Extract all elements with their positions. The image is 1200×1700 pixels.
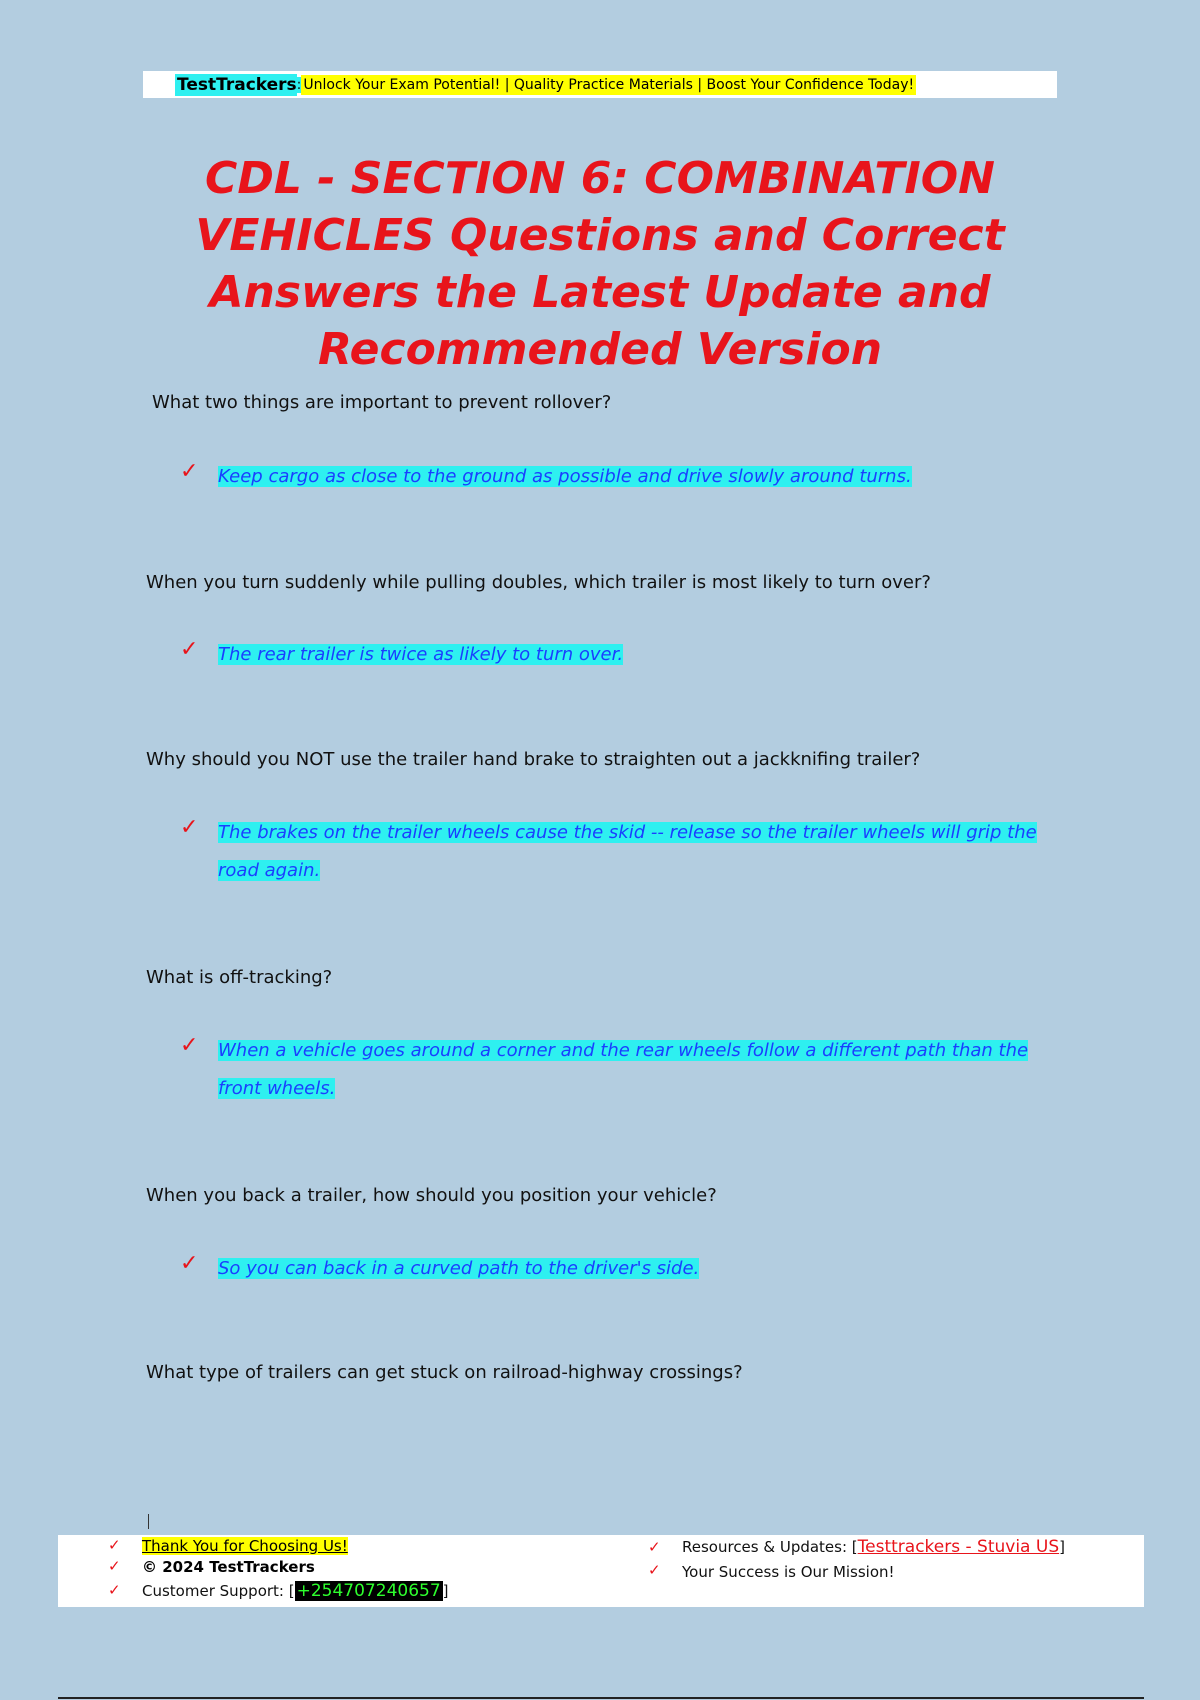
- check-icon: ✓: [180, 637, 199, 662]
- bottom-rule: [58, 1697, 1144, 1699]
- brand-name: TestTrackers: [177, 74, 297, 95]
- question-4: What is off-tracking?: [146, 967, 333, 988]
- answer-4-text: When a vehicle goes around a corner and the rear wheels follow a different path than the front wheels.: [218, 1040, 1029, 1099]
- question-3: Why should you NOT use the trailer hand brake to straighten out a jackknifing trailer?: [146, 749, 921, 770]
- brand-colon: :: [296, 76, 302, 93]
- document-title: CDL - SECTION 6: COMBINATION VEHICLES Questions and Correct Answers the Latest Update and Recommended Version: [195, 153, 1005, 375]
- header-banner: [143, 71, 1057, 98]
- footer-resources: [682, 1537, 1065, 1557]
- check-icon: ✓: [648, 1561, 661, 1579]
- answer-1-text: Keep cargo as close to the ground as possible and drive slowly around turns.: [218, 466, 912, 487]
- footer-copyright: © 2024 TestTrackers: [142, 1558, 315, 1576]
- question-2: When you turn suddenly while pulling doubles, which trailer is most likely to turn over?: [146, 572, 931, 593]
- question-5: When you back a trailer, how should you position your vehicle?: [146, 1185, 717, 1206]
- footer: [58, 1535, 1144, 1607]
- resources-close: ]: [1059, 1538, 1065, 1556]
- text-cursor-mark: [148, 1514, 149, 1529]
- answer-5-text: So you can back in a curved path to the driver's side.: [218, 1258, 700, 1279]
- footer-mission: Your Success is Our Mission!: [682, 1563, 895, 1581]
- support-close: ]: [442, 1582, 449, 1600]
- check-icon: ✓: [648, 1538, 661, 1556]
- resources-label: Resources & Updates: [: [682, 1538, 858, 1556]
- check-icon: ✓: [180, 1033, 199, 1058]
- check-icon: ✓: [108, 1581, 121, 1599]
- answer-3-text: The brakes on the trailer wheels cause the skid -- release so the trailer wheels will grip the road again.: [218, 822, 1037, 881]
- check-icon: ✓: [108, 1557, 121, 1575]
- check-icon: ✓: [180, 1251, 199, 1276]
- footer-support: [142, 1581, 449, 1601]
- resources-link[interactable]: Testtrackers - Stuvia US: [857, 1537, 1060, 1557]
- question-6: What type of trailers can get stuck on railroad-highway crossings?: [146, 1362, 743, 1383]
- check-icon: ✓: [180, 815, 199, 840]
- answer-2-text: The rear trailer is twice as likely to turn over.: [218, 644, 624, 665]
- question-1: What two things are important to prevent rollover?: [152, 392, 612, 413]
- footer-thanks: Thank You for Choosing Us!: [142, 1537, 348, 1555]
- check-icon: ✓: [108, 1536, 121, 1554]
- support-phone[interactable]: +254707240657: [296, 1581, 441, 1601]
- check-icon: ✓: [180, 459, 199, 484]
- support-label: Customer Support: [: [142, 1582, 295, 1600]
- header-tagline: Unlock Your Exam Potential! | Quality Practice Materials | Boost Your Confidence Today!: [303, 76, 915, 93]
